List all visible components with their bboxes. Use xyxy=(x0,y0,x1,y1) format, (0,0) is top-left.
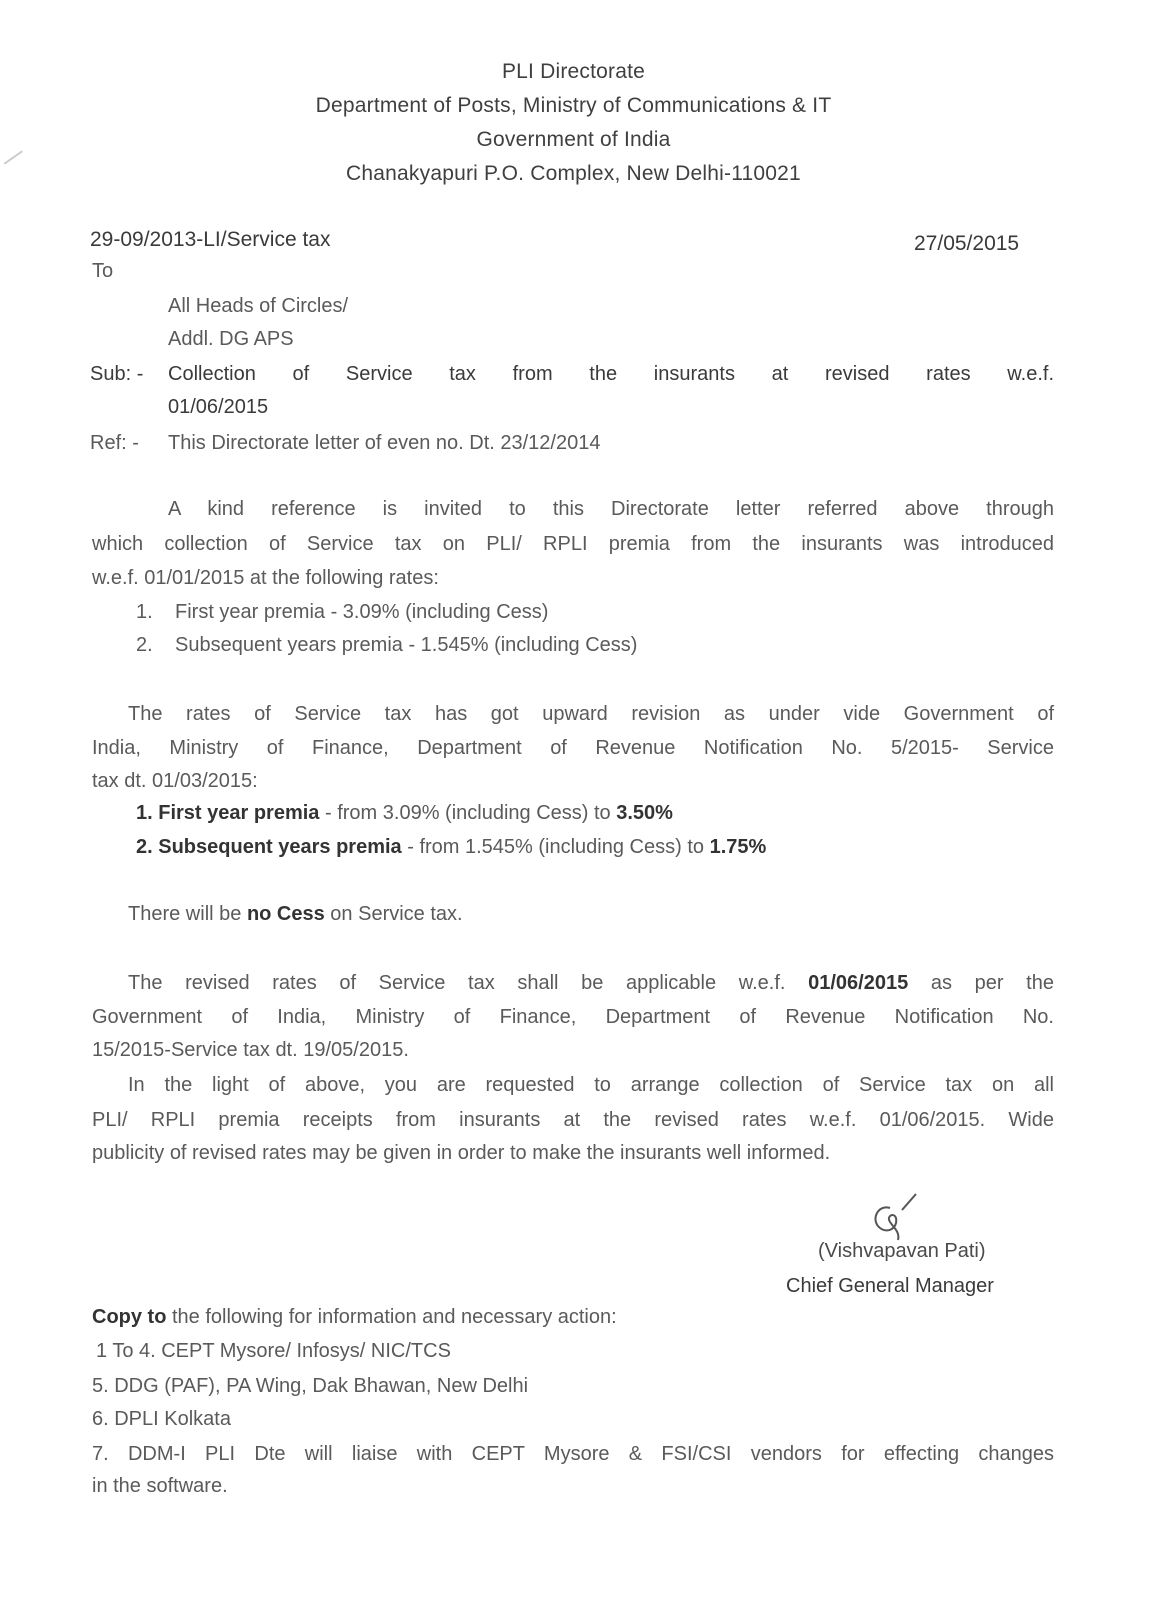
letter-date: 27/05/2015 xyxy=(914,232,1020,255)
copy-to-item: 7. DDM-I PLI Dte will liaise with CEPT Mysore & FSI/CSI vendors for effecting changes xyxy=(92,1443,1054,1465)
para2-line: tax dt. 01/03/2015: xyxy=(92,770,258,792)
item-text: - from 3.09% (including Cess) to xyxy=(319,802,617,824)
copy-to-item: 5. DDG (PAF), PA Wing, Dak Bhawan, New Delhi xyxy=(92,1375,529,1397)
signatory-designation: Chief General Manager xyxy=(786,1275,994,1297)
list-item-number: 2. xyxy=(136,634,153,656)
copy-to-item: in the software. xyxy=(92,1475,228,1497)
to-label: To xyxy=(92,260,114,282)
para5-line: publicity of revised rates may be given in order to make the insurants well informed. xyxy=(92,1142,831,1164)
signature-icon xyxy=(868,1188,948,1248)
reference-number: 29-09/2013-LI/Service tax xyxy=(90,228,331,251)
ref-label: Ref: - xyxy=(90,432,139,454)
signatory-name: (Vishvapavan Pati) xyxy=(818,1240,986,1262)
para-text: as per the xyxy=(908,972,1054,994)
list-item-text: First year premia - 3.09% (including Cess) xyxy=(175,601,549,623)
item-text: - from 1.545% (including Cess) to xyxy=(401,836,710,858)
copy-to-text: the following for information and necessary action: xyxy=(166,1306,617,1328)
note-text: There will be xyxy=(128,903,247,925)
subject-label: Sub: - xyxy=(90,363,144,385)
subject-date: 01/06/2015 xyxy=(168,396,269,418)
addressee: All Heads of Circles/ xyxy=(168,295,349,317)
para4-line: 15/2015-Service tax dt. 19/05/2015. xyxy=(92,1039,409,1061)
copy-to-item: 6. DPLI Kolkata xyxy=(92,1408,231,1430)
note-text: on Service tax. xyxy=(324,903,463,925)
copy-to-label: Copy to xyxy=(92,1306,167,1328)
para1-line: which collection of Service tax on PLI/ RPLI premia from the insurants was introduced xyxy=(92,533,1054,555)
ref-text: This Directorate letter of even no. Dt. 23/12/2014 xyxy=(168,432,601,454)
letterhead-government: Government of India xyxy=(476,128,671,151)
letterhead-address: Chanakyapuri P.O. Complex, New Delhi-110021 xyxy=(346,162,801,185)
para5-line: In the light of above, you are requested to arrange collection of Service tax on all xyxy=(128,1074,1054,1096)
revised-rate-item xyxy=(136,802,673,825)
para4-line: Government of India, Ministry of Finance, Department of Revenue Notification No. xyxy=(92,1006,1054,1028)
revised-rate-item xyxy=(136,836,766,859)
para4-line xyxy=(128,972,1054,995)
list-item-number: 1. xyxy=(136,601,153,623)
note-bold: no Cess xyxy=(246,903,325,925)
letterhead-department: Department of Posts, Ministry of Communications & IT xyxy=(315,94,832,117)
letterhead-title: PLI Directorate xyxy=(501,60,646,83)
effective-date: 01/06/2015 xyxy=(808,972,909,994)
item-label: 2. Subsequent years premia xyxy=(136,836,402,858)
new-rate: 3.50% xyxy=(616,802,673,824)
para2-line: The rates of Service tax has got upward revision as under vide Government of xyxy=(128,703,1054,725)
list-item-text: Subsequent years premia - 1.545% (including Cess) xyxy=(175,634,638,656)
new-rate: 1.75% xyxy=(709,836,767,858)
para1-line: w.e.f. 01/01/2015 at the following rates: xyxy=(92,567,439,589)
copy-to-heading xyxy=(92,1306,617,1329)
para2-line: India, Ministry of Finance, Department of Revenue Notification No. 5/2015- Service xyxy=(92,737,1054,759)
subject-line: Collection of Service tax from the insurants at revised rates w.e.f. xyxy=(168,363,1054,385)
para1-line: A kind reference is invited to this Directorate letter referred above through xyxy=(168,498,1054,520)
para-text: The revised rates of Service tax shall be applicable w.e.f. xyxy=(128,972,809,994)
no-cess-note xyxy=(128,903,463,926)
copy-to-item: 1 To 4. CEPT Mysore/ Infosys/ NIC/TCS xyxy=(96,1340,451,1362)
para5-line: PLI/ RPLI premia receipts from insurants at the revised rates w.e.f. 01/06/2015. Wide xyxy=(92,1109,1054,1131)
item-label: 1. First year premia xyxy=(136,802,320,824)
addressee: Addl. DG APS xyxy=(168,328,294,350)
